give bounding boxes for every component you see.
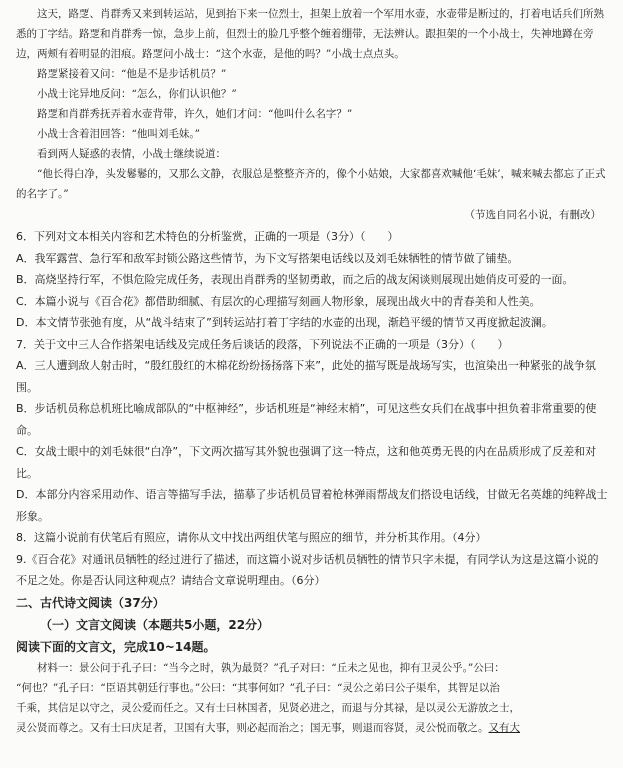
question-stem: 6．下列对文本相关内容和艺术特色的分析鉴赏，正确的一项是（3分）（ ） [16,230,399,243]
material-line-text: 灵公贤而尊之。又有士曰庆足者，卫国有大事，则必起而治之；国无事，则退而容贤，灵公悦而敬之。 [16,721,489,734]
material-line: 千乘，其信足以守之，灵公爱而任之。又有士曰林国者，见贤必进之，而退与分其禄，是以灵公无游放之士， [16,701,520,714]
story-paragraph: 路覂和肖群秀抚弄着水壶背带，许久，她们才问：“他叫什么名字？” [16,108,353,120]
story-paragraph: “他长得白净，头发鬈鬈的，又那么文静，衣服总是整整齐齐的，像个小姑娘，大家都喜欢喊他‘毛妹’，喊来喊去都忘了正式的名字了。” [16,168,606,200]
option-c: C．本篇小说与《百合花》都借助细腻、有层次的心理描写刻画人物形象，展现出战火中的青春美和人性美。 [16,294,541,308]
option-d: D．本文情节张弛有度，从“战斗结束了”到转运站打着丁字结的水壶的出现，渐趋平缓的情节又再度掀起波澜。 [16,316,553,329]
story-paragraph: 路覂紧接着又问：“他是不是步话机员？” [16,68,227,80]
material-line [16,718,609,738]
story-paragraph: 看到两人疑惑的表情，小战士继续说道： [16,148,226,160]
option-a: A．三人遭到敌人射击时，“殷红殷红的木棉花纷纷扬扬落下来”，此处的描写既是战场写实，也渲染出一种紧张的战争氛围。 [16,359,596,394]
underlined-text: 又有大 [488,721,520,734]
instruction: 阅读下面的文言文，完成10~14题。 [16,639,216,654]
material-line: 材料一：景公问于孔子曰：“当今之时，孰为最贤？”孔子对曰：“丘未之见也，抑有卫灵公乎。”公曰： [16,661,505,674]
option-d: D．本部分内容采用动作、语言等描写手法，描摹了步话机员冒着枪林弹雨帮战友们搭设电话线，甘做无名英雄的纯粹战士形象。 [16,488,608,523]
story-paragraph: 小战士含着泪回答：“他叫刘毛妹。” [16,128,200,140]
story-paragraph: 这天，路覂、肖群秀又来到转运站，见到抬下来一位烈士，担架上放着一个军用水壶，水壶带是断过的，打着电话兵们所熟悉的丁字结。路覂和肖群秀一惊，急步上前，但烈士的脸几乎整个缠着绷带，无法辨认。跟担架的一个小战士，失神地蹲在旁边，两颊有着明显的泪痕。路覂问小战士：“这个水壶，是他的吗？”小战士点点头。 [16,8,604,60]
subsection-heading: （一）文言文阅读（本题共5小题，22分） [40,617,270,632]
story-passage [16,4,609,226]
question-6 [16,226,609,334]
option-a: A．我军露营、急行军和敌军封锁公路这些情节，为下文写搭架电话线以及刘毛妹牺牲的情节做了铺垫。 [16,251,519,265]
classical-material [16,658,609,738]
question-7 [16,334,609,528]
question-9: 9.《百合花》对通讯员牺牲的经过进行了描述，而这篇小说对步话机员牺牲的情节只字未提，有同学认为这是这篇小说的不足之处。你是否认同这种观点？请结合文章说明理由。（6分） [16,552,599,587]
option-c: C．女战士眼中的刘毛妹很“白净”，下文两次描写其外貌也强调了这一特点，这和他英勇无畏的内在品质形成了反差和对比。 [16,445,597,480]
story-paragraph: 小战士诧异地反问：“怎么，你们认识他？” [16,88,237,100]
option-b: B．高烧坚持行军，不惧危险完成任务，表现出肖群秀的坚韧勇敢，而之后的战友闲谈则展现出她俏皮可爱的一面。 [16,273,574,286]
material-line: “何也？”孔子曰：“臣语其朝廷行事也。”公曰：“其事何如？”孔子曰：“灵公之弟曰公子渠牟，其智足以治 [16,681,500,694]
section-heading: 二、古代诗文阅读（37分） [16,595,165,610]
option-b: B．步话机员称总机班比喻成部队的“中枢神经”，步话机班是“神经末梢”，可见这些女兵们在战事中担负着非常重要的使命。 [16,402,597,437]
question-stem: 7．关于文中三人合作搭架电话线及完成任务后谈话的段落，下列说法不正确的一项是（3分）（ ） [16,337,509,351]
source-note: （节选自同名小说，有删改） [464,209,601,221]
question-8: 8．这篇小说前有伏笔后有照应，请你从文中找出两组伏笔与照应的细节，并分析其作用。（4分） [16,531,487,544]
